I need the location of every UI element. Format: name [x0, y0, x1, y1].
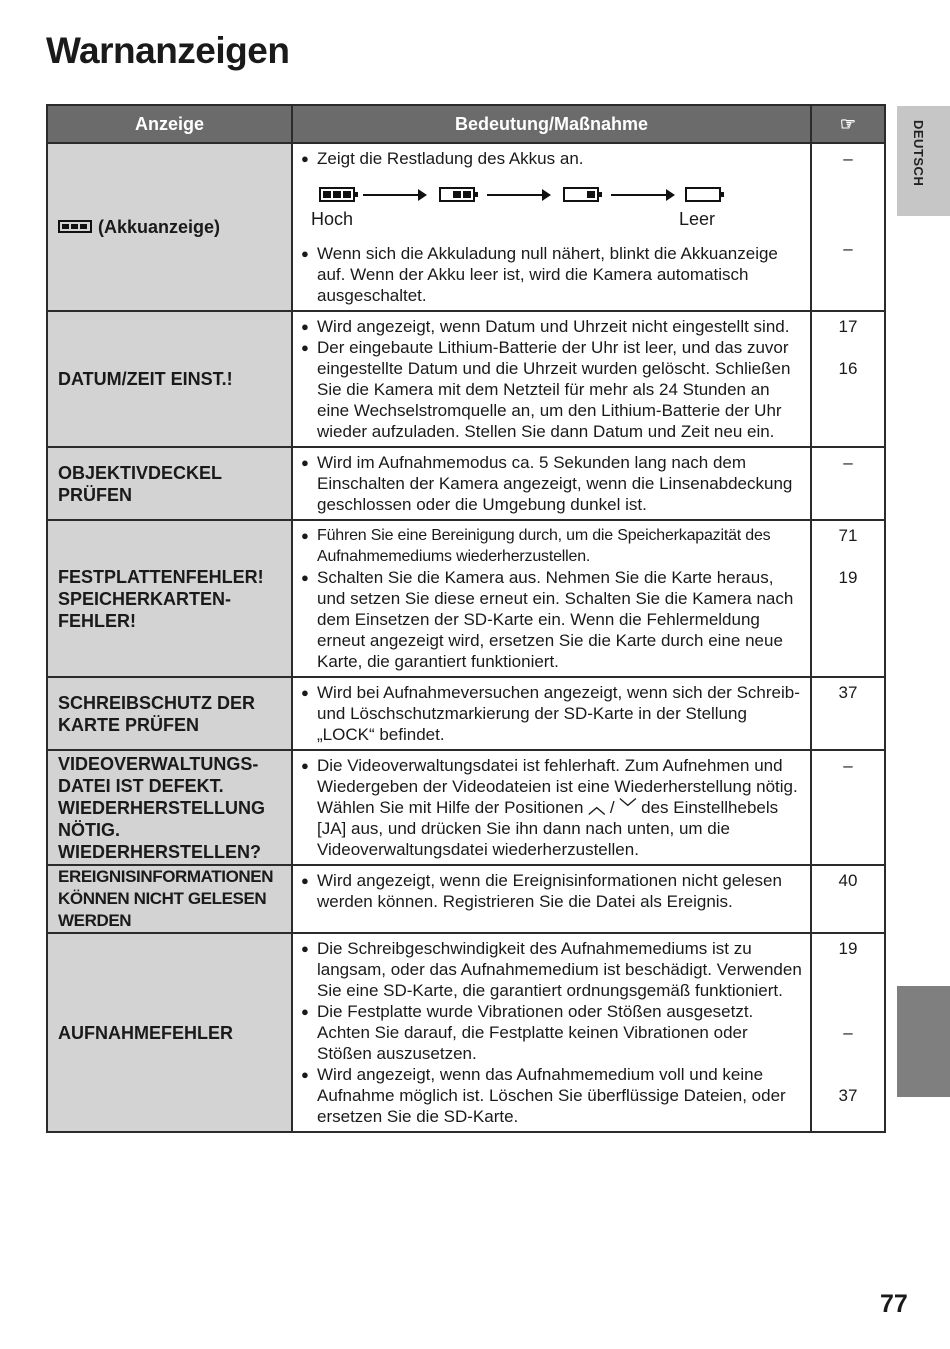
battery-one-third-icon: [563, 187, 599, 202]
indicator-cell: VIDEOVERWALTUNGS-DATEI IST DEFEKT. WIEDERHERSTELLUNG NÖTIG. WIEDERHERSTELLEN?: [47, 750, 292, 865]
caret-up-icon: ︿: [588, 798, 606, 817]
arrow-right-icon: [363, 194, 425, 196]
page-ref: 19: [838, 939, 858, 958]
battery-full-icon: [319, 187, 355, 202]
bullet-text: ● Wird angezeigt, wenn die Ereignisinformationen nicht gelesen werden können. Registrieren Sie die Datei als Ereignis.: [301, 870, 804, 912]
table-row: [47, 750, 885, 865]
indicator-cell: [47, 143, 292, 311]
meaning-cell: [292, 865, 811, 933]
page-ref: –: [843, 149, 853, 168]
indicator-cell: SCHREIBSCHUTZ DER KARTE PRÜFEN: [47, 677, 292, 750]
bullet-text-part: des Einstellhebels [JA] aus, und drücken Sie ihn dann nach unten, um die Videoverwaltungsdatei wiederherzustellen.: [317, 798, 779, 859]
arrow-right-icon: [487, 194, 549, 196]
meaning-cell: [292, 311, 811, 447]
language-tab-label: DEUTSCH: [911, 120, 926, 187]
bullet-text: ● Wird im Aufnahmemodus ca. 5 Sekunden lang nach dem Einschalten der Kamera angezeigt, wenn die Linsenabdeckung geschlossen oder die Umgebung dunkel ist.: [301, 452, 804, 515]
table-row: [47, 677, 885, 750]
indicator-cell: DATUM/ZEIT EINST.!: [47, 311, 292, 447]
header-indicator: Anzeige: [47, 105, 292, 143]
table-header-row: [47, 105, 885, 143]
meaning-cell: [292, 520, 811, 677]
bullet-text: ● Der eingebaute Lithium-Batterie der Uhr ist leer, und das zuvor eingestellte Datum und die Uhrzeit wurden gelöscht. Schließen Sie die Kamera mit dem Netzteil für mehr als 24 Stunden an eine Wechselstromquelle an, um den Lithium-Batterie der Uhr wieder aufzuladen. Stellen Sie dann Datum und Zeit neu ein.: [301, 337, 804, 442]
bullet-text-part: Die Videoverwaltungsdatei ist fehlerhaft. Zum Aufnehmen und Wiedergeben der Videodateien ist eine Wiederherstellung nötig. Wählen Sie mit Hilfe der Positionen: [317, 756, 798, 817]
section-marker: [897, 986, 950, 1097]
bullet-text: ● Führen Sie eine Bereinigung durch, um die Speicherkapazität des Aufnahmemediums wiederherzustellen.: [301, 525, 804, 567]
meaning-cell: [292, 447, 811, 520]
page-ref: 37: [838, 683, 858, 702]
page-ref: –: [843, 756, 853, 775]
caret-down-icon: ﹀: [619, 798, 637, 817]
page-ref: 19: [838, 568, 858, 587]
bullet-text: ● Schalten Sie die Kamera aus. Nehmen Sie die Karte heraus, und setzen Sie diese erneut ein. Schalten Sie die Kamera nach dem Einsetzen der SD-Karte ein. Wenn die Fehlermeldung erneut angezeigt wird, ersetzen Sie die Karte durch eine neue Karte, die garantiert funktioniert.: [301, 567, 804, 672]
label-high: Hoch: [311, 209, 354, 229]
page-ref: –: [843, 239, 853, 258]
page-ref: 16: [838, 359, 858, 378]
indicator-cell: OBJEKTIVDECKEL PRÜFEN: [47, 447, 292, 520]
reference-cell: [811, 933, 885, 1132]
bullet-text: ● Die Schreibgeschwindigkeit des Aufnahmemediums ist zu langsam, oder das Aufnahmemedium ist beschädigt. Verwenden Sie eine SD-Karte, die garantiert ordnungsgemäß funktioniert.: [301, 938, 804, 1001]
battery-empty-icon: [685, 187, 721, 202]
page-ref: –: [843, 1023, 853, 1042]
indicator-cell: FESTPLATTENFEHLER! SPEICHERKARTEN-FEHLER!: [47, 520, 292, 677]
reference-cell: [811, 311, 885, 447]
meaning-cell: [292, 750, 811, 865]
indicator-cell: AUFNAHMEFEHLER: [47, 933, 292, 1132]
table-row: [47, 520, 885, 677]
indicator-cell: EREIGNISINFORMATIONEN KÖNNEN NICHT GELESEN WERDEN: [47, 865, 292, 933]
page-number: 77: [880, 1290, 908, 1318]
reference-cell: [811, 143, 885, 311]
meaning-cell: [292, 933, 811, 1132]
table-row: [47, 143, 885, 311]
bullet-text: ● Wird angezeigt, wenn Datum und Uhrzeit nicht eingestellt sind.: [301, 316, 804, 337]
page-ref: 71: [838, 526, 858, 545]
bullet-text: ● Wird bei Aufnahmeversuchen angezeigt, wenn sich der Schreib- und Löschschutzmarkierung der SD-Karte in der Stellung „LOCK“ befindet.: [301, 682, 804, 745]
table-row: [47, 311, 885, 447]
page-title: Warnanzeigen: [46, 30, 290, 71]
page-ref: 40: [838, 871, 858, 890]
language-tab: [897, 106, 950, 216]
arrow-right-icon: [611, 194, 673, 196]
indicator-label: (Akkuanzeige): [98, 217, 221, 237]
page-ref: 37: [838, 1086, 858, 1105]
header-meaning: Bedeutung/Maßnahme: [292, 105, 811, 143]
reference-cell: [811, 750, 885, 865]
bullet-text: ● Die Videoverwaltungsdatei ist fehlerhaft. Zum Aufnehmen und Wiedergeben der Videodateien ist eine Wiederherstellung nötig. Wählen Sie mit Hilfe der Positionen ︿ / ﹀ des Einstellhebels [JA] aus, und drücken Sie ihn dann nach unten, um die Videoverwaltungsdatei wiederherzustellen.: [301, 755, 804, 860]
meaning-cell: [292, 677, 811, 750]
warning-table: [46, 104, 886, 1133]
header-reference: [811, 105, 885, 143]
reference-cell: [811, 865, 885, 933]
bullet-text: ● Wird angezeigt, wenn das Aufnahmemedium voll und keine Aufnahme möglich ist. Löschen Sie überflüssige Dateien, oder ersetzen Sie die SD-Karte.: [301, 1064, 804, 1127]
reference-cell: [811, 520, 885, 677]
page-ref: 17: [838, 317, 858, 336]
battery-level-diagram: [301, 173, 804, 237]
bullet-text: ● Wenn sich die Akkuladung null nähert, blinkt die Akkuanzeige auf. Wenn der Akku leer ist, wird die Kamera automatisch ausgeschaltet.: [301, 243, 804, 306]
reference-cell: [811, 447, 885, 520]
table-row: [47, 933, 885, 1132]
label-empty: Leer: [679, 209, 716, 229]
meaning-cell: [292, 143, 811, 311]
bullet-text: ● Die Festplatte wurde Vibrationen oder Stößen ausgesetzt. Achten Sie darauf, die Festplatte keinen Vibrationen oder Stößen auszusetzen.: [301, 1001, 804, 1064]
battery-full-icon: [58, 220, 92, 233]
reference-cell: [811, 677, 885, 750]
battery-two-thirds-icon: [439, 187, 475, 202]
bullet-text: ● Zeigt die Restladung des Akkus an.: [301, 148, 804, 169]
pointing-hand-icon: ☞: [839, 113, 857, 134]
table-row: [47, 865, 885, 933]
table-row: [47, 447, 885, 520]
page-ref: –: [843, 453, 853, 472]
